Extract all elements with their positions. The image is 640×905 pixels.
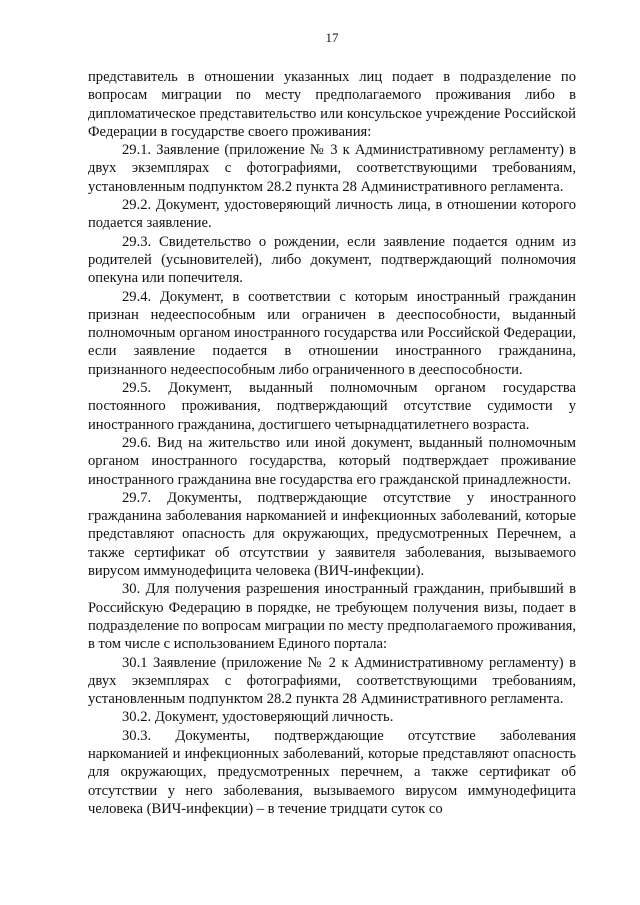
paragraph-29-1: 29.1. Заявление (приложение № 3 к Административному регламенту) в двух экземплярах с фотографиями, соответствующими требованиям, установленным подпунктом 28.2 пункта 28 Административного регламента. xyxy=(88,142,576,195)
paragraph-30: 30. Для получения разрешения иностранный гражданин, прибывший в Российскую Федерацию в порядке, не требующем получения визы, подает в подразделение по вопросам миграции по месту предполагаемого проживания, в том числе с использованием Единого портала: xyxy=(88,581,576,653)
paragraph-30-2: 30.2. Документ, удостоверяющий личность. xyxy=(122,709,394,726)
paragraph-29-3: 29.3. Свидетельство о рождении, если заявление подается одним из родителей (усыновителей), либо документ, подтверждающий полномочия опекуна или попечителя. xyxy=(88,233,576,287)
paragraph-29-7: 29.7. Документы, подтверждающие отсутствие у иностранного гражданина заболевания наркоманией и инфекционных заболеваний, которые представляют опасность для окружающих, предусмотренных Перечнем, а также сертификат об отсутствии у заявителя заболевания, вызываемого вирусом иммунодефицита человека (ВИЧ-инфекции). xyxy=(88,489,576,580)
paragraph-30-1: 30.1 Заявление (приложение № 2 к Административному регламенту) в двух экземплярах с фотографиями, соответствующими требованиям, установленным подпунктом 28.2 пункта 28 Административного регламента. xyxy=(88,654,576,708)
paragraph-29-5: 29.5. Документ, выданный полномочным органом государства постоянного проживания, подтверждающий отсутствие судимости у иностранного гражданина, достигшего четырнадцатилетнего возраста. xyxy=(88,380,576,433)
page-number: 17 xyxy=(325,30,339,45)
paragraph-29-2: 29.2. Документ, удостоверяющий личность лица, в отношении которого подается заявление. xyxy=(88,197,576,232)
paragraph-intro: представитель в отношении указанных лиц подает в подразделение по вопросам миграции по месту предполагаемого проживания либо в дипломатическое представительство или консульское учреждение Российской Федерации в государстве своего проживания: xyxy=(88,69,576,140)
paragraph-29-6: 29.6. Вид на жительство или иной документ, выданный полномочным органом иностранного государства, который подтверждает проживание иностранного гражданина вне государства его гражданской принадлежности. xyxy=(88,434,576,488)
paragraph-30-3: 30.3. Документы, подтверждающие отсутствие заболевания наркоманией и инфекционных заболеваний, которые представляют опасность для окружающих, предусмотренных перечнем, а также сертификат об отсутствии у него заболевания, вызываемого вирусом иммунодефицита человека (ВИЧ-инфекции) – в течение тридцати суток со xyxy=(88,727,576,817)
paragraph-29-4: 29.4. Документ, в соответствии с которым иностранный гражданин признан недееспособным или ограничен в дееспособности, выданный полномочным органом иностранного государства или Российской Федерации, если заявление подается в отношении иностранного гражданина, признанного недееспособным либо ограниченного в дееспособности. xyxy=(88,288,576,378)
